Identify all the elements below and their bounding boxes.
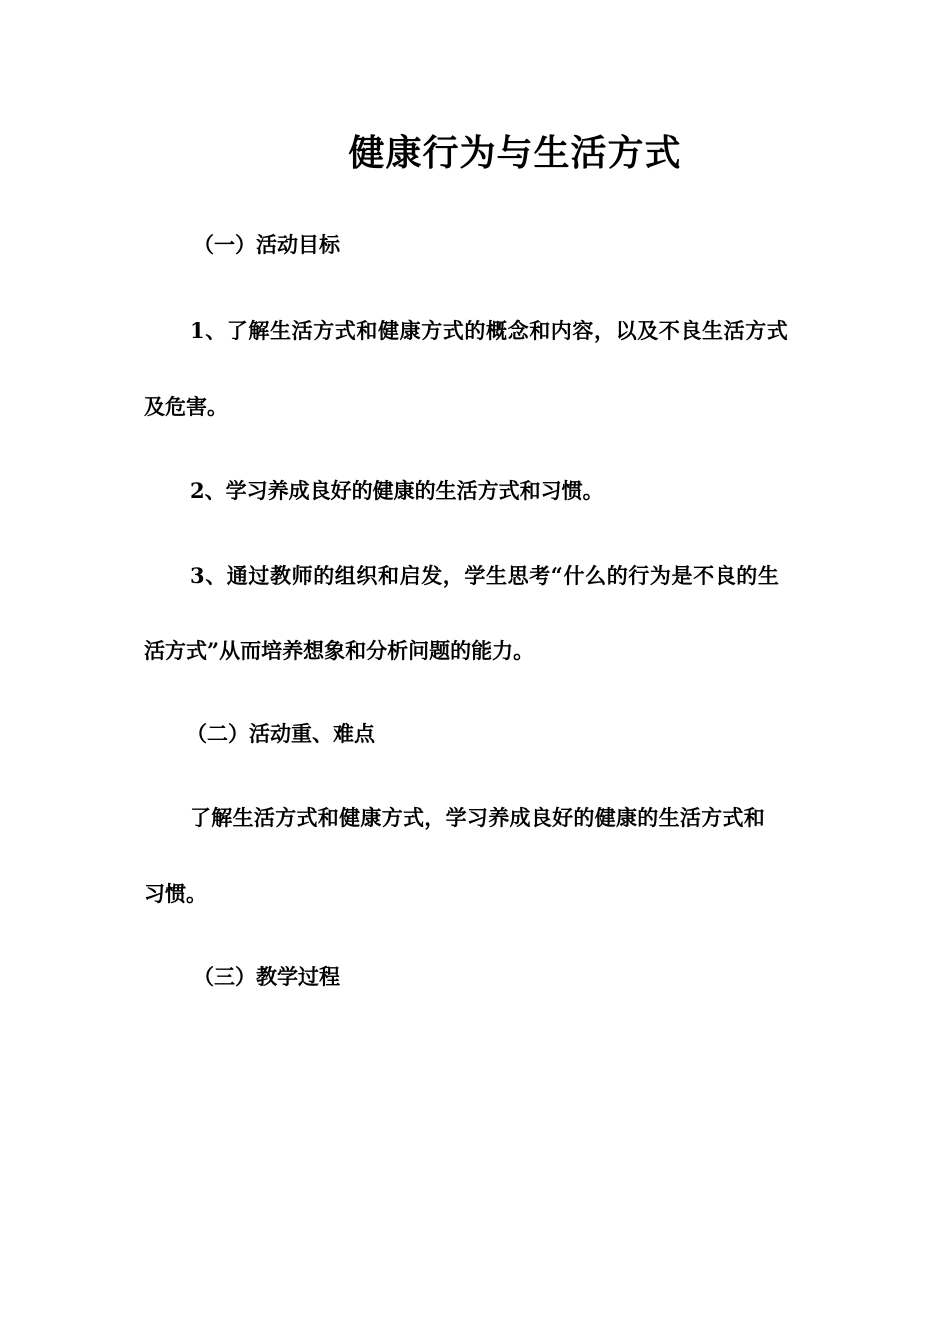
objective-item-3-line-1: 3、通过教师的组织和启发，学生思考“什么的行为是不良的生 bbox=[190, 563, 780, 588]
document-title: 健康行为与生活方式 bbox=[348, 132, 682, 174]
objective-item-1-line-1: 1、了解生活方式和健康方式的概念和内容，以及不良生活方式 bbox=[190, 318, 789, 343]
key-points-text-line-1: 了解生活方式和健康方式，学习养成良好的健康的生活方式和 bbox=[190, 805, 766, 830]
key-points-text-line-2: 习惯。 bbox=[144, 881, 207, 906]
section-heading-objectives: （一）活动目标 bbox=[193, 232, 340, 257]
section-heading-teaching-process: （三）教学过程 bbox=[193, 964, 340, 989]
objective-item-3-line-2: 活方式”从而培养想象和分析问题的能力。 bbox=[144, 638, 535, 663]
objective-item-2: 2、学习养成良好的健康的生活方式和习惯。 bbox=[190, 478, 604, 503]
objective-item-1-line-2: 及危害。 bbox=[144, 394, 228, 419]
section-heading-key-points: （二）活动重、难点 bbox=[186, 721, 375, 746]
